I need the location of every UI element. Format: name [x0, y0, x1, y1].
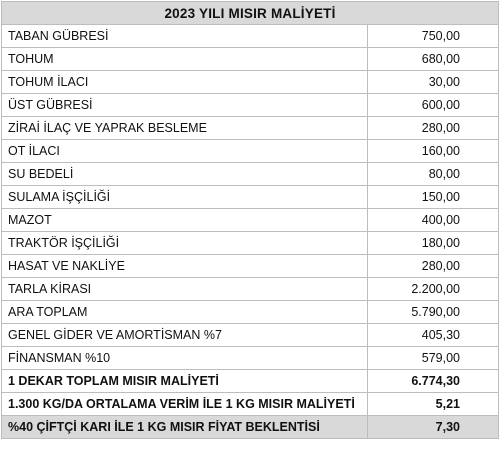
- row-value: 400,00: [368, 209, 499, 232]
- row-label: ÜST GÜBRESİ: [2, 94, 368, 117]
- table-title: 2023 YILI MISIR MALİYETİ: [2, 2, 499, 25]
- row-label: SU BEDELİ: [2, 163, 368, 186]
- row-value: 160,00: [368, 140, 499, 163]
- table-row: [2, 324, 499, 347]
- row-label: OT İLACI: [2, 140, 368, 163]
- row-value: 2.200,00: [368, 278, 499, 301]
- row-value: 579,00: [368, 347, 499, 370]
- row-label: GENEL GİDER VE AMORTİSMAN %7: [2, 324, 368, 347]
- row-label: MAZOT: [2, 209, 368, 232]
- row-value: 750,00: [368, 25, 499, 48]
- row-label: TARLA KİRASI: [2, 278, 368, 301]
- table-row: [2, 209, 499, 232]
- row-value: 180,00: [368, 232, 499, 255]
- row-value: 405,30: [368, 324, 499, 347]
- row-label: HASAT VE NAKLİYE: [2, 255, 368, 278]
- row-label: 1.300 KG/DA ORTALAMA VERİM İLE 1 KG MISIR MALİYETİ: [2, 393, 368, 416]
- row-label: ARA TOPLAM: [2, 301, 368, 324]
- table-header-row: [2, 2, 499, 25]
- row-value: 600,00: [368, 94, 499, 117]
- table-row: [2, 347, 499, 370]
- row-label: TOHUM: [2, 48, 368, 71]
- row-value: 80,00: [368, 163, 499, 186]
- row-value: 30,00: [368, 71, 499, 94]
- total-row: [2, 370, 499, 393]
- row-label: 1 DEKAR TOPLAM MISIR MALİYETİ: [2, 370, 368, 393]
- row-value: 150,00: [368, 186, 499, 209]
- table-row: [2, 25, 499, 48]
- row-value: 6.774,30: [368, 370, 499, 393]
- row-value: 7,30: [368, 416, 499, 439]
- table-row: [2, 48, 499, 71]
- table-row: [2, 71, 499, 94]
- row-value: 5.790,00: [368, 301, 499, 324]
- row-value: 680,00: [368, 48, 499, 71]
- unit-cost-row: [2, 393, 499, 416]
- row-label: TABAN GÜBRESİ: [2, 25, 368, 48]
- row-label: %40 ÇİFTÇİ KARI İLE 1 KG MISIR FİYAT BEKLENTİSİ: [2, 416, 368, 439]
- table-row: [2, 163, 499, 186]
- table-row: [2, 117, 499, 140]
- corn-cost-table: [1, 1, 499, 439]
- row-label: TRAKTÖR İŞÇİLİĞİ: [2, 232, 368, 255]
- row-label: TOHUM İLACI: [2, 71, 368, 94]
- table-row: [2, 140, 499, 163]
- subtotal-row: [2, 301, 499, 324]
- row-value: 280,00: [368, 255, 499, 278]
- table-row: [2, 94, 499, 117]
- row-label: FİNANSMAN %10: [2, 347, 368, 370]
- price-expectation-row: [2, 416, 499, 439]
- table-row: [2, 278, 499, 301]
- row-value: 280,00: [368, 117, 499, 140]
- row-value: 5,21: [368, 393, 499, 416]
- table-row: [2, 255, 499, 278]
- row-label: SULAMA İŞÇİLİĞİ: [2, 186, 368, 209]
- table-row: [2, 186, 499, 209]
- row-label: ZİRAİ İLAÇ VE YAPRAK BESLEME: [2, 117, 368, 140]
- table-row: [2, 232, 499, 255]
